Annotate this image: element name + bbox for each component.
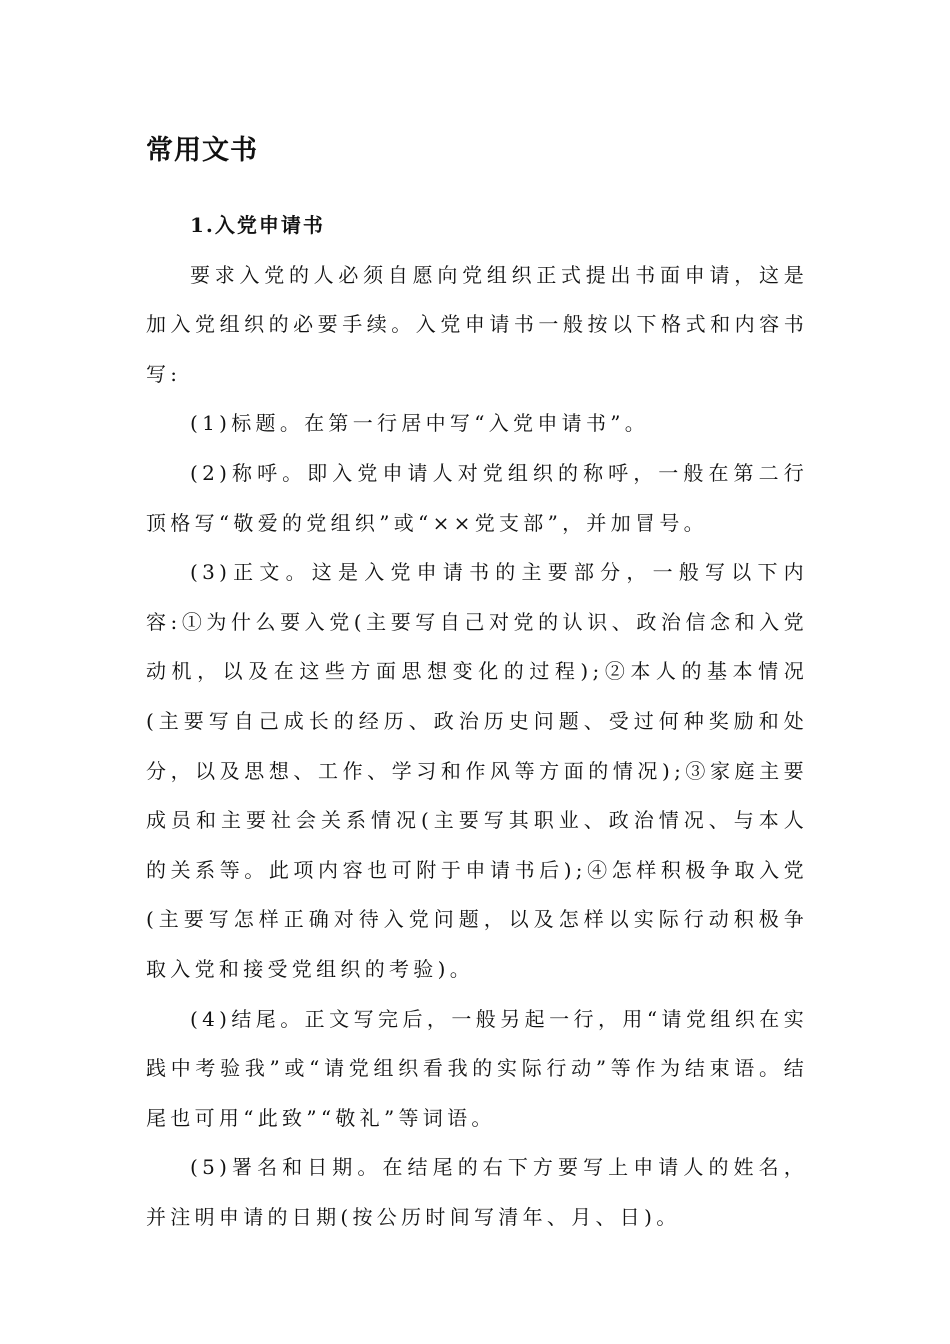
document-body <box>146 201 808 1242</box>
document-page <box>146 0 808 1344</box>
paragraph-body-rule: (3)正文。这是入党申请书的主要部分，一般写以下内容:①为什么要入党(主要写自己对党的认识、政治信念和入党动机，以及在这些方面思想变化的过程);②本人的基本情况(主要写自己成长的经历、政治历史问题、受过何种奖励和处分，以及思想、工作、学习和作风等方面的情况);③家庭主要成员和主要社会关系情况(主要写其职业、政治情况、与本人的关系等。此项内容也可附于申请书后);④怎样积极争取入党(主要写怎样正确对待入党问题，以及怎样以实际行动积极争取入党和接受党组织的考验)。 <box>146 560 808 981</box>
paragraph-salutation-rule: (2)称呼。即入党申请人对党组织的称呼，一般在第二行顶格写“敬爱的党组织”或“××党支部”，并加冒号。 <box>146 460 808 535</box>
section-heading: 1.入党申请书 <box>190 213 325 237</box>
paragraph-closing-rule: (4)结尾。正文写完后，一般另起一行，用“请党组织在实践中考验我”或“请党组织看我的实际行动”等作为结束语。结尾也可用“此致”“敬礼”等词语。 <box>146 1006 808 1130</box>
document-title: 常用文书 <box>146 135 258 166</box>
paragraph-title-rule: (1)标题。在第一行居中写“入党申请书”。 <box>190 411 650 436</box>
paragraph-intro: 要求入党的人必须自愿向党组织正式提出书面申请，这是加入党组织的必要手续。入党申请书一般按以下格式和内容书写: <box>146 262 808 386</box>
paragraph-signature-rule: (5)署名和日期。在结尾的右下方要写上申请人的姓名，并注明申请的日期(按公历时间写清年、月、日)。 <box>146 1155 808 1229</box>
